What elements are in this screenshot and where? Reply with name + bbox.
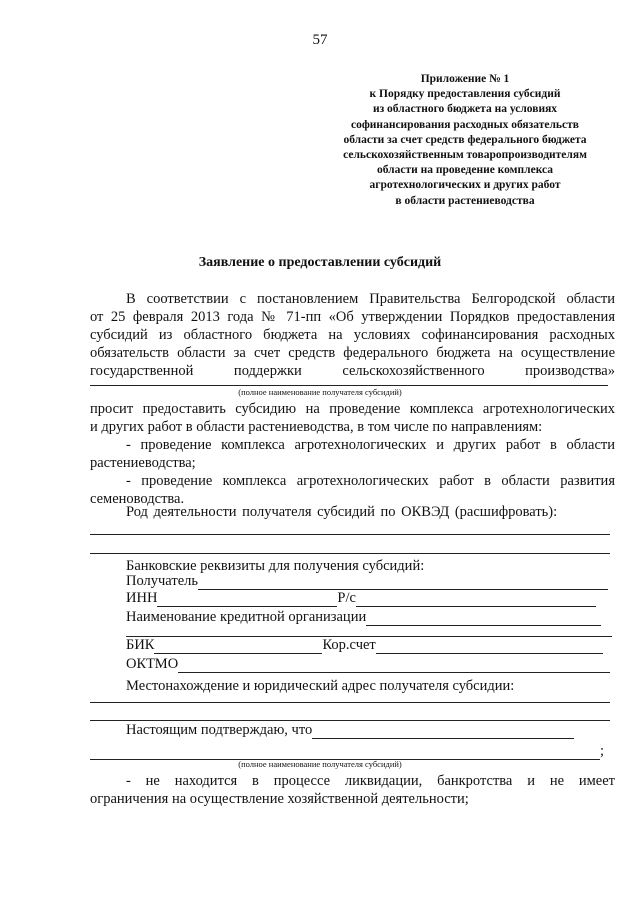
oktmo-row — [126, 654, 610, 673]
direction-line: - проведение комплекса агротехнологических и других работ в области — [126, 437, 615, 453]
paragraph-line: - не находится в процессе ликвидации, банкротства и не имеет — [126, 773, 615, 789]
document-title: Заявление о предоставлении субсидий — [198, 255, 442, 270]
confirm-label: Настоящим подтверждаю, что — [126, 722, 313, 738]
confirm-name-row — [90, 741, 604, 760]
appendix-line: в области растениеводства — [395, 194, 535, 207]
credit-org-row — [126, 607, 601, 626]
appendix-line: области за счет средств федерального бюджета — [343, 133, 587, 146]
appendix-line: агротехнологических и других работ — [369, 179, 561, 192]
intro-paragraph — [90, 290, 615, 380]
account-field[interactable] — [356, 591, 596, 607]
direction-line: растениеводства; — [90, 455, 196, 471]
credit-org-label: Наименование кредитной организации — [126, 609, 367, 625]
paragraph-line: субсидий из областного бюджета на условиях софинансирования расходных — [90, 327, 615, 343]
okved-label: Род деятельности получателя субсидий по ОКВЭД (расшифровать): — [126, 504, 558, 520]
recipient-caption-2: (полное наименование получателя субсидий) — [238, 759, 402, 769]
appendix-line: к Порядку предоставления субсидий — [369, 88, 561, 101]
inn-row — [126, 588, 596, 607]
appendix-header — [300, 72, 630, 209]
confirm-field[interactable] — [312, 723, 574, 739]
appendix-line: из областного бюджета на условиях — [372, 103, 558, 116]
account-label: Р/с — [337, 590, 356, 606]
confirm-end: ; — [600, 743, 605, 759]
paragraph-line: В соответствии с постановлением Правительства Белгородской области — [126, 291, 615, 307]
bik-label: БИК — [126, 637, 155, 653]
address-label-row — [126, 676, 514, 695]
final-paragraph — [90, 772, 615, 808]
oktmo-field[interactable] — [178, 657, 610, 673]
okved-field-2[interactable] — [90, 553, 610, 554]
confirm-name-field[interactable] — [90, 744, 600, 760]
credit-org-field[interactable] — [366, 610, 601, 626]
corr-account-label: Кор.счет — [322, 637, 376, 653]
paragraph-line: от 25 февраля 2013 года № 71-пп «Об утверждении Порядков предоставления — [90, 309, 615, 325]
page-number: 57 — [312, 32, 328, 48]
direction-line: - проведение комплекса агротехнологических работ в области развития — [126, 473, 615, 489]
address-label: Местонахождение и юридический адрес получателя субсидии: — [126, 678, 515, 694]
corr-account-field[interactable] — [376, 638, 603, 654]
paragraph-line: ограничения на осуществление хозяйственной деятельности; — [90, 791, 469, 807]
appendix-line: сельскохозяйственным товаропроизводителям — [343, 149, 587, 162]
appendix-line: софинансирования расходных обязательств — [351, 118, 579, 131]
inn-field[interactable] — [157, 591, 337, 607]
bik-row — [126, 635, 603, 654]
appendix-line: Приложение № 1 — [420, 73, 510, 85]
paragraph-line: и других работ в области растениеводства, в том числе по направлениям: — [90, 419, 543, 435]
appendix-line: области на проведение комплекса — [376, 164, 554, 177]
bank-heading: Банковские реквизиты для получения субсидий: — [126, 558, 425, 574]
okved-label-block — [90, 503, 615, 521]
recipient-label: Получатель — [126, 573, 198, 589]
paragraph-line: обязательств области за счет средств федерального бюджета на осуществление — [90, 345, 615, 361]
recipient-name-field[interactable] — [90, 385, 608, 386]
confirm-row — [126, 720, 574, 739]
oktmo-label: ОКТМО — [126, 656, 179, 672]
inn-label: ИНН — [126, 590, 158, 606]
address-field-1[interactable] — [90, 702, 610, 703]
paragraph-line: просит предоставить субсидию на проведение комплекса агротехнологических — [90, 401, 615, 417]
recipient-caption: (полное наименование получателя субсидий) — [238, 387, 402, 397]
bik-field[interactable] — [154, 638, 322, 654]
request-paragraph — [90, 400, 615, 508]
okved-field-1[interactable] — [90, 534, 610, 535]
direction-line: семеноводства. — [90, 491, 185, 507]
paragraph-line: государственной поддержки сельскохозяйственного производства» — [90, 363, 615, 379]
